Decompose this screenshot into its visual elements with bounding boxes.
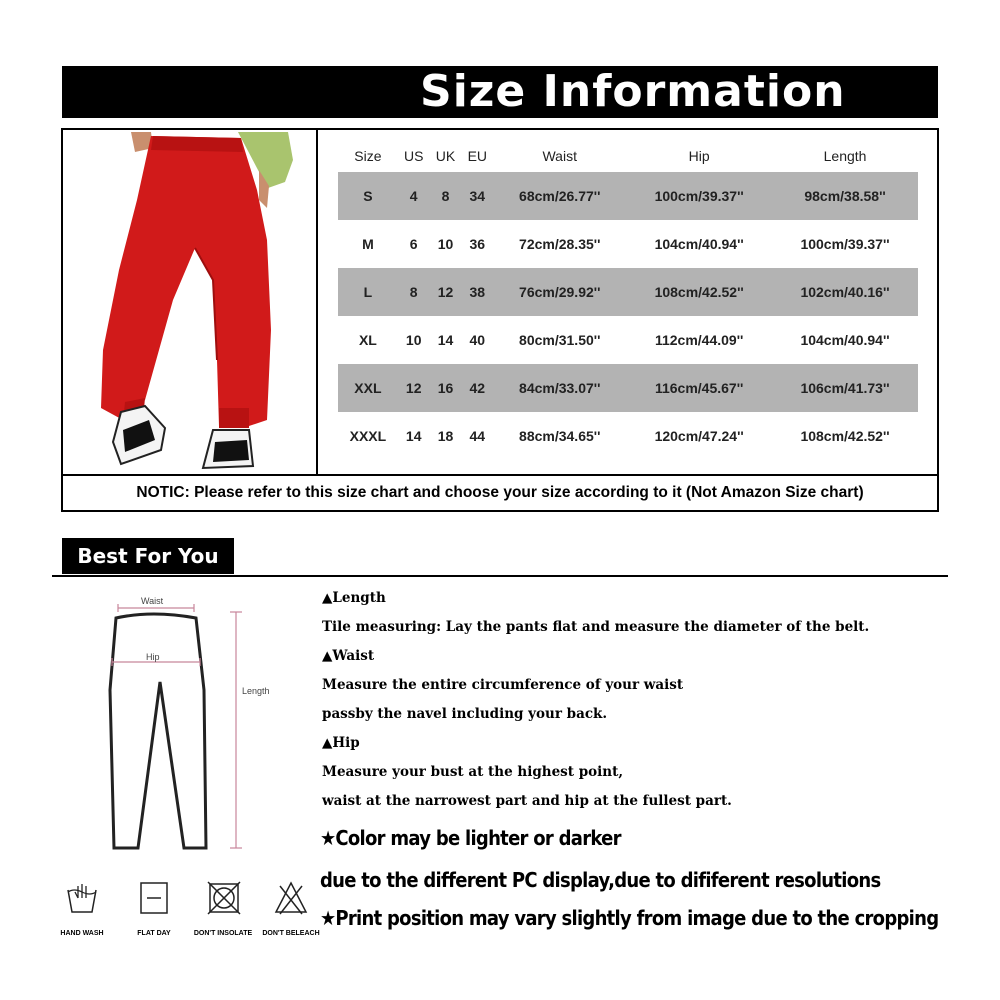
header-eu: EU (467, 148, 488, 164)
cell-uk: 16 (430, 364, 462, 412)
cell-waist: 68cm/26.77'' (493, 172, 626, 220)
size-chart (61, 128, 939, 512)
instruction-waist-text-2: passby the navel including your back. (322, 706, 608, 722)
cell-us: 4 (398, 172, 430, 220)
do-not-tumble-icon (206, 880, 242, 916)
table-row (338, 412, 918, 460)
header-waist: Waist (542, 148, 577, 164)
cell-length: 108cm/42.52'' (800, 428, 890, 444)
best-for-you-tab: Best For You (62, 538, 234, 574)
care-label-no-insolate: DON'T INSOLATE (193, 930, 253, 937)
cell-waist: 84cm/33.07'' (493, 364, 626, 412)
length-label: Length (242, 686, 270, 696)
pants-shape (101, 136, 271, 426)
cell-us: 12 (398, 364, 430, 412)
cell-waist: 80cm/31.50'' (519, 332, 601, 348)
page-title: Size Information (62, 66, 938, 118)
table-row (338, 316, 918, 364)
instruction-length-heading: ▲Length (322, 590, 386, 606)
header-size: Size (354, 148, 382, 164)
cell-waist: 76cm/29.92'' (493, 268, 626, 316)
cell-us: 6 (409, 236, 418, 252)
header-uk: UK (435, 148, 456, 164)
cell-size: XXL (338, 364, 398, 412)
pants-outline (110, 614, 206, 848)
cell-eu: 42 (461, 364, 493, 412)
cell-size: M (362, 236, 374, 252)
print-position-note: ★Print position may vary slightly from image due to the cropping (320, 906, 939, 930)
hand-wash-icon (64, 880, 100, 916)
cell-us: 14 (405, 428, 422, 444)
cell-size: L (338, 268, 398, 316)
instruction-hip-heading: ▲Hip (322, 735, 360, 751)
instruction-waist-text-1: Measure the entire circumference of your waist (322, 677, 684, 693)
display-note: due to the different PC display,due to dififerent resolutions (320, 868, 881, 892)
section-divider (52, 575, 948, 577)
table-row (338, 220, 918, 268)
instruction-hip-text-1: Measure your bust at the highest point, (322, 764, 624, 780)
product-photo-cell (63, 130, 318, 474)
cell-hip: 112cm/44.09'' (654, 332, 744, 348)
cell-hip: 100cm/39.37'' (626, 172, 772, 220)
cell-length: 104cm/40.94'' (800, 332, 890, 348)
table-row (338, 172, 918, 220)
cell-waist: 72cm/28.35'' (519, 236, 601, 252)
care-label-hand-wash: HAND WASH (60, 930, 104, 937)
care-label-no-bleach: DON'T BELEACH (262, 930, 320, 937)
cell-hip: 104cm/40.94'' (654, 236, 744, 252)
cell-length: 102cm/40.16'' (772, 268, 918, 316)
cell-uk: 12 (430, 268, 462, 316)
waist-label: Waist (141, 596, 164, 606)
product-photo (63, 130, 316, 472)
cell-eu: 40 (469, 332, 486, 348)
cell-eu: 38 (461, 268, 493, 316)
cell-length: 100cm/39.37'' (800, 236, 890, 252)
cell-length: 98cm/38.58'' (772, 172, 918, 220)
size-table (338, 140, 918, 460)
flat-dry-icon (138, 880, 170, 916)
cell-size: XL (358, 332, 377, 348)
cell-hip: 120cm/47.24'' (654, 428, 744, 444)
size-notice: NOTIC: Please refer to this size chart and choose your size according to it (Not Amazon Size chart) (63, 474, 937, 510)
cell-uk: 10 (437, 236, 454, 252)
instruction-length-text: Tile measuring: Lay the pants flat and measure the diameter of the belt. (322, 619, 870, 635)
table-row (338, 364, 918, 412)
care-label-flat-dry: FLAT DAY (137, 930, 171, 937)
cell-uk: 14 (437, 332, 454, 348)
measurement-diagram (96, 590, 286, 860)
cell-eu: 36 (469, 236, 486, 252)
table-row (338, 268, 918, 316)
cell-hip: 116cm/45.67'' (626, 364, 772, 412)
color-note: ★Color may be lighter or darker (320, 826, 621, 850)
cell-waist: 88cm/34.65'' (519, 428, 601, 444)
do-not-bleach-icon (274, 880, 308, 916)
header-us: US (403, 148, 424, 164)
cell-size: XXXL (349, 428, 387, 444)
cell-size: S (338, 172, 398, 220)
cell-eu: 44 (469, 428, 486, 444)
cell-uk: 18 (437, 428, 454, 444)
header-length: Length (823, 148, 867, 164)
instruction-waist-heading: ▲Waist (322, 648, 375, 664)
table-header-row (338, 140, 918, 172)
cell-us: 8 (398, 268, 430, 316)
cell-us: 10 (405, 332, 422, 348)
cell-uk: 8 (430, 172, 462, 220)
header-hip: Hip (688, 148, 710, 164)
cell-length: 106cm/41.73'' (772, 364, 918, 412)
cell-eu: 34 (461, 172, 493, 220)
hip-label: Hip (146, 652, 160, 662)
cell-hip: 108cm/42.52'' (626, 268, 772, 316)
instruction-hip-text-2: waist at the narrowest part and hip at the fullest part. (322, 793, 732, 809)
